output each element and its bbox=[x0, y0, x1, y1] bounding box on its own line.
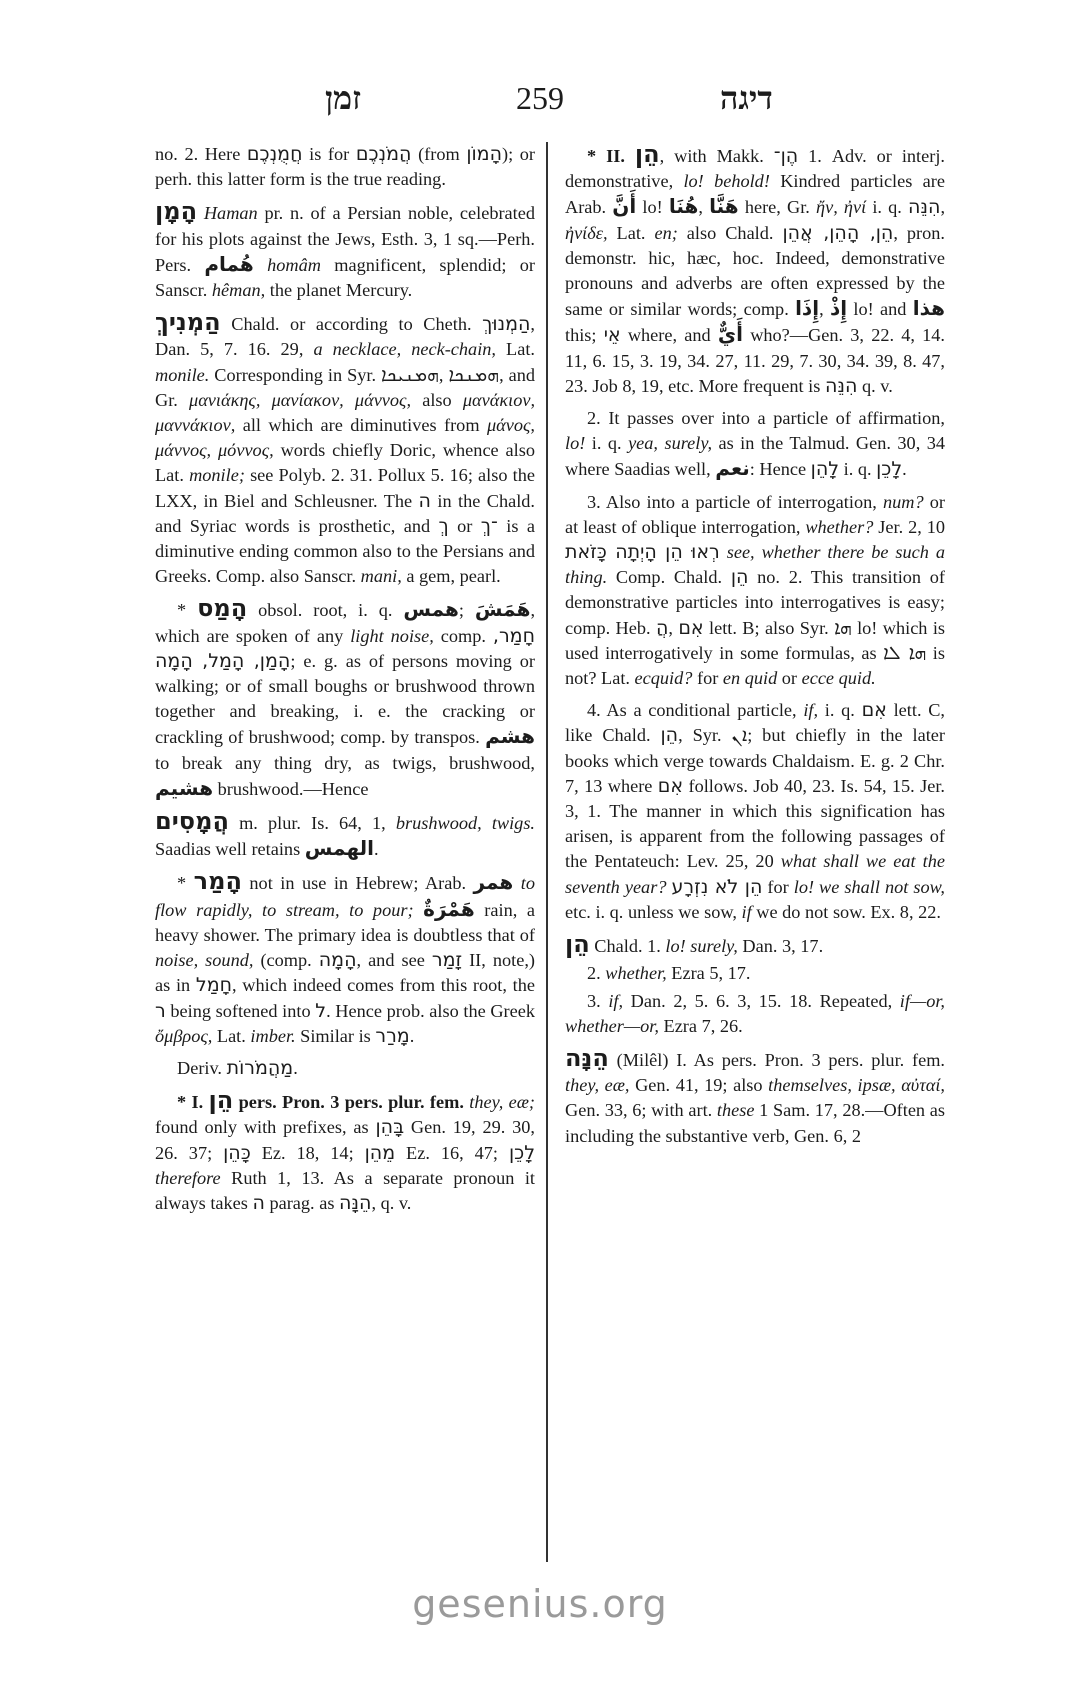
entry-hen-2: * II. הֵן, with Makk. הֶן־ 1. Adv. or interj. demonstrative, lo! behold! Kindred particles are Arab. أَنَّ lo! هُنَا, هَنَّا here, Gr. ἤν, ἠνί i. q. הִנֵּה, ἠνίδε, Lat. en; also Chald. הֵן, הָהֵן, אֲהֵן, pron. demonstr. hic, hæc, hoc. Indeed, demonstrative pronouns and adverbs are often expressed by the same or similar words; comp. إِذَا, إِذْ lo! and هذا this; אֵי where, and أَيٌّ who?—Gen. 3, 22. 4, 14. 11, 6. 15, 3. 19, 34. 27, 11. 29, 7. 30, 34. 39, 8. 47, 23. Job 8, 19, etc. More frequent is הִנֵּה q. v. bbox=[565, 140, 946, 397]
sense-affirmation: 2. It passes over into a particle of affirmation, lo! i. q. yea, surely, as in the Talmud. Gen. 30, 34 where Saadias well, نعم: Hence לָהֵן i. q. לָכֵן. bbox=[565, 408, 946, 481]
sense-conditional: 4. As a conditional particle, if, i. q. אִם lett. C, like Chald. הֵן, Syr. ܐܢ; but chiefly in the later books which verge towards Chaldaism. E. g. 2 Chr. 7, 13 where אִם follows. Job 40, 23. Is. 54, 15. Jer. 3, 1. The manner in which this signification has arisen, is apparent from the following passages of the Pentateuch: Lev. 25, 20 what shall we eat the seventh year? הֵן לֹא נִזְרָע for lo! we shall not sow, etc. i. q. unless we sow, if we do not sow. Ex. 8, 22. bbox=[565, 699, 946, 922]
entry-hamasim: הֲמָסִים m. plur. Is. 64, 1, brushwood, twigs. Saadias well retains الهمس. bbox=[155, 807, 535, 861]
right-column bbox=[565, 142, 945, 1156]
sense-whether: 2. whether, Ezra 5, 17. bbox=[587, 963, 751, 984]
column-divider bbox=[546, 142, 548, 1562]
headword: הֵן bbox=[565, 930, 590, 959]
running-head-left: זמן bbox=[325, 80, 362, 116]
entry-hamas: * הָמַס obsol. root, i. q. همس; هَمَشَ, which are spoken of any light noise, comp. חָמַר, הָמַן, הָמַל, הָמָה; e. g. as of persons moving or walking; or of small boughs or brushwood thrown together and breaking, i. e. the cracking or crackling of brushwood; comp. by transpos. هشم to break any thing dry, as twigs, brushwood, هشيم brushwood.—Hence bbox=[155, 594, 536, 800]
entry-hen-chald: הֵן Chald. 1. lo! surely, Dan. 3, 17. bbox=[565, 930, 824, 959]
entry-hamar: * הָמַר not in use in Hebrew; Arab. همر to flow rapidly, to stream, to pour; هَمْرَةٌ rain, a heavy shower. The primary idea is doubtless that of noise, sound, (comp. הָמָה, and see זָמַר II, note,) as in חָמַל, which indeed comes from this root, the ר being softened into ל. Hence prob. also the Greek ὄμβρος, Lat. imber. Similar is מָרַר. bbox=[155, 867, 536, 1047]
entry-hennah: הֵנָּה (Milêl) I. As pers. Pron. 3 pers. plur. fem. they, eæ, Gen. 41, 19; also themselves, ipsæ, αὐταί, Gen. 33, 6; with art. these 1 Sam. 17, 28.—Often as including the substantive verb, Gen. 6, 2 bbox=[565, 1043, 945, 1146]
entry-hamnikh: הַמְנִיךְ Chald. or according to Cheth. הַמְנוּךְ, Dan. 5, 7. 16. 29, a necklace, neck-chain, Lat. monile. Corresponding in Syr. ܗܡܢܝܟܐ, ܗܡܢܟܐ, and Gr. μανιάκης, μανίακον, μάννος, also μανάκιον, μαννάκιον, all which are diminutives from μάνος, μάννος, μόννος, words chiefly Doric, whence also Lat. monile; see Polyb. 2. 31. Pollux 5. 16; also the LXX, in Biel and Schleusner. The ה in the Chald. and Syriac words is prosthetic, and ךְ or ־ךְ is a diminutive ending common also to the Persians and Greeks. Comp. also Sanscr. mani, a gem, pearl. bbox=[155, 308, 536, 587]
headword: הֲמָסִים bbox=[155, 807, 229, 836]
site-watermark: gesenius.org bbox=[412, 1582, 668, 1626]
entry-hen-1: * I. הֵן pers. Pron. 3 pers. plur. fem. they, eæ; found only with prefixes, as בָּהֵן Gen. 19, 29. 30, 26. 37; כָּהֵן Ez. 18, 14; מֵהֵן Ez. 16, 47; לָכֵן therefore Ruth 1, 13. As a separate pronoun it always takes ה parag. as הֵנָּה, q. v. bbox=[155, 1086, 536, 1214]
headword: הֵנָּה bbox=[565, 1043, 609, 1072]
entry-continuation: no. 2. Here חֲמֻנְכֶם is for הֲמֹנְכֶם (from הָמוֹן); or perh. this latter form is the true reading. bbox=[155, 143, 536, 190]
headword: הָמַס bbox=[197, 594, 248, 623]
headword: הֵן bbox=[208, 1086, 234, 1115]
derivation-line: Deriv. מַהֲמֹרוֹת. bbox=[177, 1056, 298, 1079]
headword: הָמַר bbox=[193, 867, 242, 896]
headword: הַמְנִיךְ bbox=[155, 308, 221, 337]
sense-if: 3. if, Dan. 2, 5. 6. 3, 15. 18. Repeated, if—or, whether—or, Ezra 7, 26. bbox=[565, 990, 945, 1036]
headword: הָמָן bbox=[155, 197, 198, 226]
page-number: 259 bbox=[516, 80, 564, 116]
headword: הֵן bbox=[634, 140, 660, 168]
page-header bbox=[0, 80, 1080, 130]
entry-haman: הָמָן Haman pr. n. of a Persian noble, celebrated for his plots against the Jews, Esth. 3, 1 sq.—Perh. Pers. هُمام homâm magnificent, splendid; or Sanscr. hêman, the planet Mercury. bbox=[155, 197, 535, 301]
running-head-right: דיגה bbox=[720, 80, 773, 116]
sense-interrogation: 3. Also into a particle of interrogation, num? or at least of oblique interrogation, whether? Jer. 2, 10 רְאוּ הֵן הָיְתָה כָּזֹאת see, whether there be such a thing. Comp. Chald. הֵן no. 2. This transition of demonstrative particles into interrogatives is easy; comp. Heb. הֲ, אִם lett. B; also Syr. ܗܐ lo! which is used interrogatively in some formulas, as ܗܐ ܠܐ is not? Lat. ecquid? for en quid or ecce quid. bbox=[565, 491, 946, 689]
left-column bbox=[155, 142, 535, 1223]
